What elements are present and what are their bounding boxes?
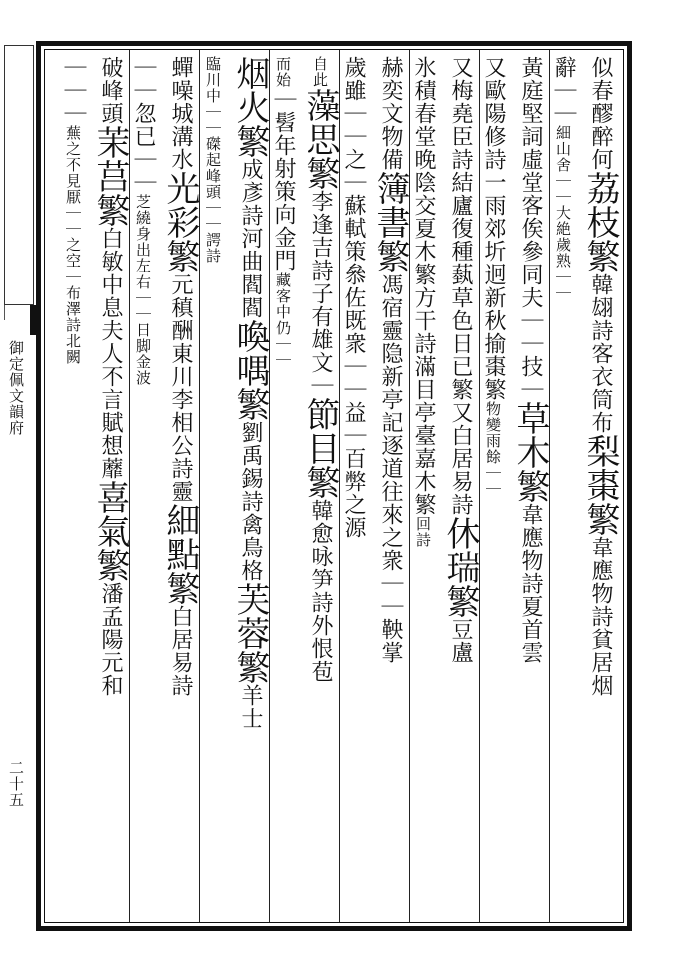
entry-heading: 細點繁 — [160, 503, 200, 605]
column-text: 而始 — [274, 56, 292, 88]
column-rule — [269, 50, 270, 922]
margin-page-number: 二十五 — [7, 760, 25, 808]
column-text: 韓翃詩客衣筒布 — [588, 273, 613, 434]
entry-heading: 光彩繁 — [160, 171, 200, 273]
entry-heading: 烟火繁 — [230, 56, 270, 158]
column-text: 韋應物詩貧居烟 — [588, 536, 613, 697]
column-text: 李逢吉詩子有雄文｜ — [308, 190, 333, 397]
column-text: 成彥詩河曲閻閻 — [238, 158, 263, 319]
column-text: 劉禹錫詩禽鳥格 — [238, 421, 263, 582]
column-text: 蕪之不見厭｜｜之空｜ — [64, 125, 82, 285]
column-text: ｜｜｜ — [61, 56, 86, 125]
column-text: 白居易詩 — [168, 605, 193, 697]
text-column — [342, 56, 364, 539]
entry-heading: 喜氣繁 — [90, 480, 130, 582]
entry-heading: 休瑞繁 — [440, 516, 480, 618]
text-column — [90, 56, 130, 697]
text-column — [510, 56, 550, 664]
entry-heading: 藻思繁 — [300, 88, 340, 190]
column-text: 之｜蘇軾策叅佐既衆｜｜益｜百弊之源 — [341, 148, 366, 539]
entry-heading: 簿書繁 — [370, 171, 410, 273]
column-text: 又梅堯臣詩結廬復種蓺草色日已繁又白居易詩 — [448, 56, 473, 516]
text-column — [300, 56, 340, 683]
column-text: ｜｜忽已｜｜ — [131, 56, 156, 194]
column-text: 臨川中｜｜ — [204, 56, 222, 136]
column-text: 赫奕文物備 — [378, 56, 403, 171]
column-rule — [479, 50, 480, 922]
column-text: 羊士 — [238, 684, 263, 730]
column-text: 豆盧 — [448, 618, 473, 664]
column-text: 氷積春堂晚陰交夏木繁方干詩滿目亭臺嘉木繁 — [411, 56, 436, 516]
column-text: 藏客中仍｜｜ — [274, 272, 292, 368]
column-text: 芝繞身出左右｜｜ — [134, 194, 152, 322]
column-text: 蟬噪城溝水 — [168, 56, 193, 171]
column-text: 自此 — [311, 56, 329, 88]
text-column — [440, 56, 480, 664]
column-text: 元稹酬東川李相公詩靈 — [168, 273, 193, 503]
column-text: 辭｜｜ — [551, 56, 576, 125]
text-column — [580, 56, 620, 697]
text-column — [370, 56, 410, 664]
column-text: 日脚金波 — [134, 322, 152, 386]
entry-heading: 荔枝繁 — [580, 171, 620, 273]
entry-heading: 喚喁繁 — [230, 319, 270, 421]
text-column — [272, 56, 294, 368]
column-text: 潘孟陽元和 — [98, 582, 123, 697]
entry-heading: 茉莒繁 — [90, 125, 130, 227]
column-text: 韋應物詩夏首雲 — [518, 503, 543, 664]
column-text: 韓愈咏笋詩外恨苞 — [308, 499, 333, 683]
column-text: 似春醪醉何 — [588, 56, 613, 171]
entry-heading: 節目繁 — [300, 397, 340, 499]
text-column — [62, 56, 84, 365]
gutter-box-upper — [4, 45, 34, 305]
column-text: 布澤詩北闕 — [64, 285, 82, 365]
entry-heading: 梨棗繁 — [580, 434, 620, 536]
text-column — [230, 56, 270, 730]
margin-book-title: 御定佩文韻府 — [7, 340, 25, 436]
column-text: 又歐陽修詩一雨郊圻迥新秋揄棗繁 — [481, 56, 506, 401]
column-text: 大絶歲熟｜｜ — [554, 205, 572, 301]
text-column — [412, 56, 434, 548]
column-text: ｜髫年射策向金門 — [271, 88, 296, 272]
column-text: 歲雖｜｜ — [341, 56, 366, 148]
column-text: 細山舍｜｜ — [554, 125, 572, 205]
column-text: 回詩 — [414, 516, 432, 548]
column-text: 破峰頭 — [98, 56, 123, 125]
text-column — [482, 56, 504, 497]
text-column — [202, 56, 224, 264]
text-column — [132, 56, 154, 386]
column-text: 磔起峰頭｜｜ — [204, 136, 222, 232]
entry-heading: 芙蓉繁 — [230, 582, 270, 684]
column-text: 白敏中息夫人不言賦想蘼 — [98, 227, 123, 480]
column-text: 馮宿靈隐新亭記逐道往來之衆｜｜鞅掌 — [378, 273, 403, 664]
column-text: 諤詩 — [204, 232, 222, 264]
column-text: 物變雨餘｜｜ — [484, 401, 502, 497]
entry-heading: 草木繁 — [510, 401, 550, 503]
text-column — [552, 56, 574, 301]
column-text: 黃庭堅詞虛堂客俟參同夫｜｜技｜ — [518, 56, 543, 401]
text-column — [160, 56, 200, 697]
